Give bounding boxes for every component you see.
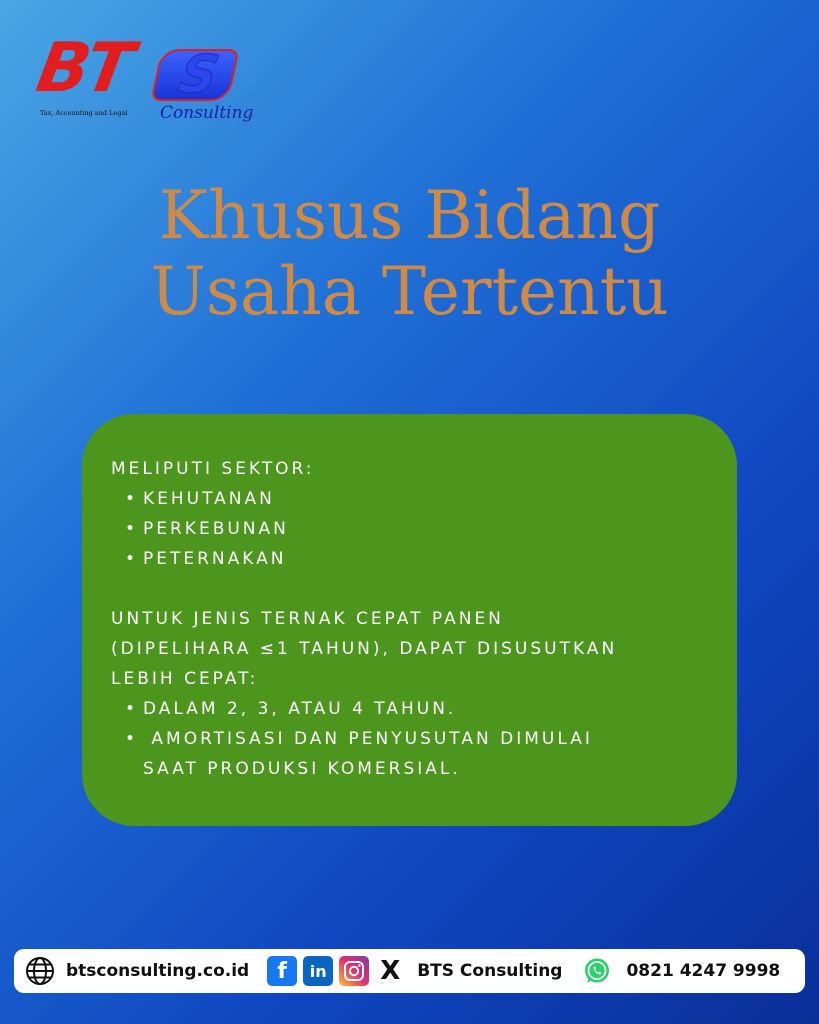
instagram-glyph xyxy=(343,960,365,982)
sector-item: PETERNAKAN xyxy=(143,549,287,569)
sector-list xyxy=(111,484,709,574)
info-card xyxy=(82,414,737,826)
bullet: • xyxy=(125,729,139,749)
phone-number[interactable]: 0821 4247 9998 xyxy=(626,961,781,981)
list-item xyxy=(111,724,709,784)
points-list xyxy=(111,694,709,784)
facebook-icon[interactable]: f xyxy=(267,956,297,986)
page-title xyxy=(0,178,819,330)
whatsapp-icon[interactable] xyxy=(582,956,612,986)
point-text: AMORTISASI DAN PENYUSUTAN DIMULAI xyxy=(143,729,593,749)
logo-subtitle: Consulting xyxy=(160,103,254,123)
list-item xyxy=(111,544,709,574)
sector-item: PERKEBUNAN xyxy=(143,519,289,539)
list-item xyxy=(111,514,709,544)
contact-bar xyxy=(14,949,805,993)
brand-name: BTS Consulting xyxy=(417,961,563,981)
logo-letters-bt: BT xyxy=(31,29,136,108)
logo-tagline: Tax, Accounting and Legal xyxy=(40,109,128,117)
sector-heading: MELIPUTI SEKTOR: xyxy=(111,459,315,479)
instagram-icon[interactable] xyxy=(339,956,369,986)
list-item xyxy=(111,484,709,514)
title-line-2: Usaha Tertentu xyxy=(150,253,669,330)
title-line-1: Khusus Bidang xyxy=(158,177,661,254)
sector-item: KEHUTANAN xyxy=(143,489,275,509)
paragraph-line: LEBIH CEPAT: xyxy=(111,669,259,689)
bts-logo xyxy=(31,29,254,130)
globe-icon xyxy=(24,955,56,987)
website-link[interactable]: btsconsulting.co.id xyxy=(66,961,250,981)
logo-letter-s: S xyxy=(173,45,224,105)
bullet: • xyxy=(125,549,139,569)
bullet: • xyxy=(125,519,139,539)
paragraph-line: (DIPELIHARA ≤1 TAHUN), DAPAT DISUSUTKAN xyxy=(111,639,618,659)
bullet: • xyxy=(125,489,139,509)
x-icon[interactable]: X xyxy=(380,956,401,986)
point-text: SAAT PRODUKSI KOMERSIAL. xyxy=(143,759,461,779)
paragraph-line: UNTUK JENIS TERNAK CEPAT PANEN xyxy=(111,609,504,629)
spacer xyxy=(111,574,709,604)
point-text: DALAM 2, 3, ATAU 4 TAHUN. xyxy=(143,699,457,719)
bullet: • xyxy=(125,699,139,719)
list-item xyxy=(111,694,709,724)
linkedin-icon[interactable]: in xyxy=(303,956,333,986)
